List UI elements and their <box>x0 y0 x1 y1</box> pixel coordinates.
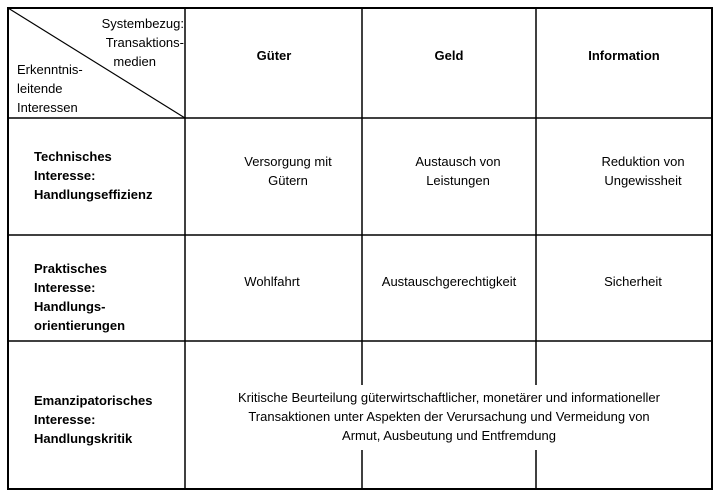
row-header-technisch: Technisches Interesse: Handlungseffizienz <box>34 149 153 202</box>
cell-kritische-beurteilung: Kritische Beurteilung güterwirtschaftlicher, monetärer und informationeller Transaktionen unter Aspekten der Verursachung und Vermeidung von Armut, Ausbeutung und Entfremdung <box>238 390 660 443</box>
row-header-praktisch: Praktisches Interesse: Handlungs- orientierungen <box>34 261 126 333</box>
corner-bottom-left-label: Erkenntnis- leitende Interessen <box>17 62 83 115</box>
cell-wohlfahrt: Wohlfahrt <box>244 274 300 289</box>
column-header-geld: Geld <box>434 48 464 63</box>
cell-austausch: Austausch von Leistungen <box>415 154 501 188</box>
corner-top-right-label: Systembezug: Transaktions- medien <box>101 16 184 69</box>
cell-austauschgerechtigkeit: Austauschgerechtigkeit <box>381 274 517 289</box>
cell-sicherheit: Sicherheit <box>604 274 662 289</box>
row-header-emanzipatorisch: Emanzipatorisches Interesse: Handlungskritik <box>34 393 153 446</box>
cell-reduktion: Reduktion von Ungewissheit <box>601 154 685 188</box>
cell-versorgung: Versorgung mit Gütern <box>244 154 332 188</box>
column-header-gueter: Güter <box>256 48 292 63</box>
column-header-information: Information <box>588 48 660 63</box>
